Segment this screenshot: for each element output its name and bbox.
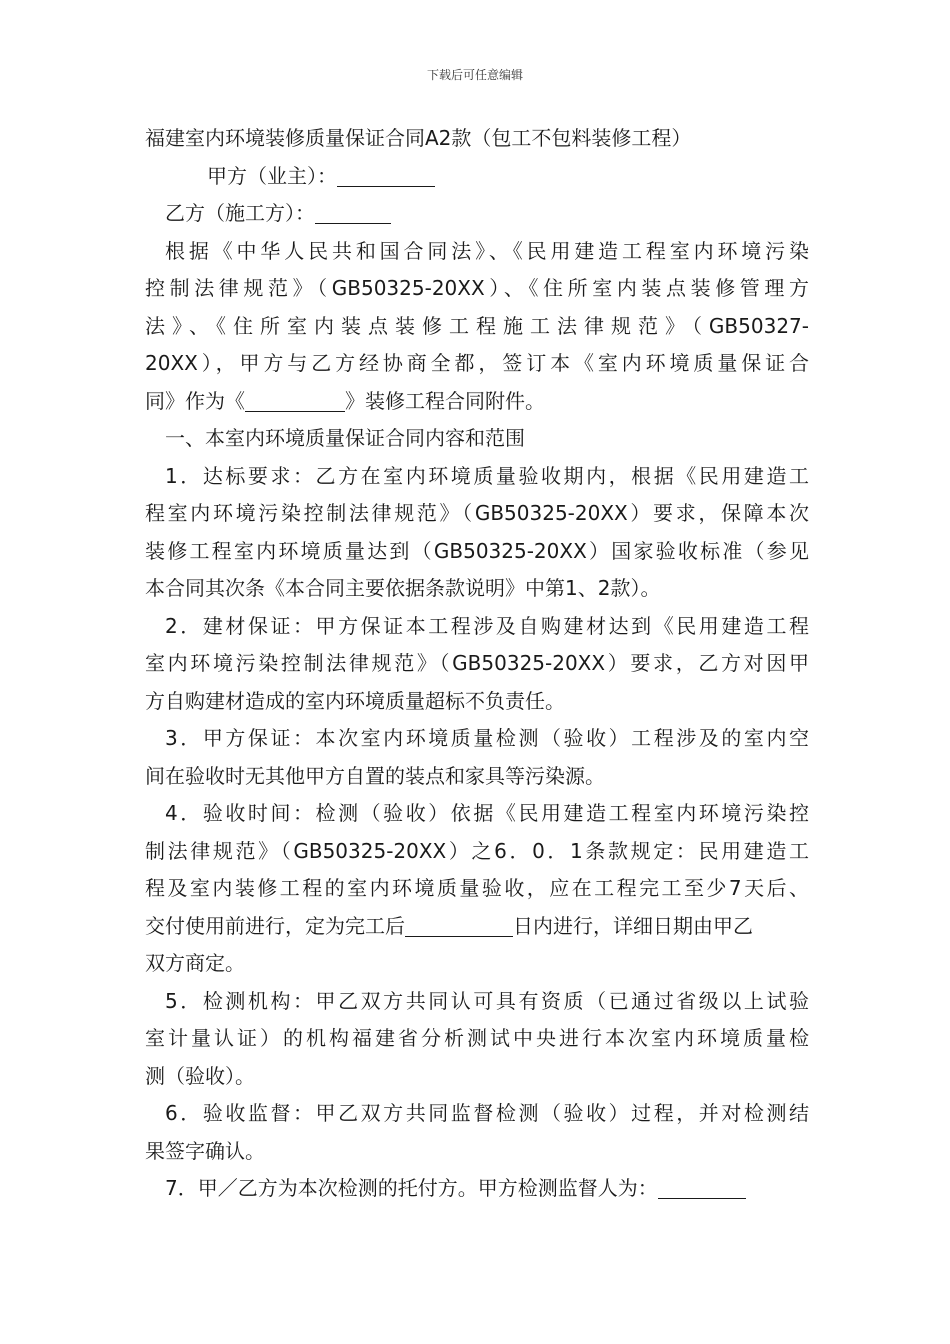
item2-line-2: 室内环境污染控制法律规范》（GB50325-20XX）要求，乙方对因甲	[145, 651, 809, 675]
party-a-label: 甲方（业主）：	[207, 163, 337, 188]
item1-line-1: 1．达标要求：乙方在室内环境质量验收期内，根据《民用建造工	[165, 463, 809, 488]
item3-line-1: 3．甲方保证：本次室内环境质量检测（验收）工程涉及的室内空	[165, 726, 809, 750]
section-1-heading: 一、本室内环境质量保证合同内容和范围	[165, 426, 525, 450]
item6-line-2: 果签字确认。	[145, 1138, 265, 1163]
intro-text-b: 》装修工程合同附件。	[345, 388, 545, 413]
completion-days-blank	[405, 912, 513, 937]
item4-line-1: 4．验收时间：检测（验收）依据《民用建造工程室内环境污染控	[165, 801, 809, 825]
item4-line-2: 制法律规范》（GB50325-20XX）之6．0．1条款规定：民用建造工	[145, 838, 809, 863]
item1-line-4: 本合同其次条《本合同主要依据条款说明》中第1、2款）。	[145, 576, 661, 600]
item7-text: 7．甲／乙方为本次检测的托付方。甲方检测监督人为：	[165, 1176, 658, 1200]
item1-line-3: 装修工程室内环境质量达到（GB50325-20XX）国家验收标准（参见	[145, 538, 809, 563]
party-b-label: 乙方（施工方）：	[165, 201, 315, 225]
item5-line-1: 5．检测机构：甲乙双方共同认可具有资质（已通过省级以上试验	[165, 988, 809, 1013]
item1-line-2: 程室内环境污染控制法律规范》（GB50325-20XX）要求，保障本次	[145, 501, 809, 525]
annex-contract-blank	[245, 387, 345, 412]
item4-text-a: 交付使用前进行，定为完工后	[145, 913, 405, 938]
party-a-blank	[337, 162, 435, 187]
item4-text-b: 日内进行，详细日期由甲乙	[513, 913, 753, 938]
supervisor-blank	[658, 1174, 746, 1199]
party-b-line	[145, 195, 809, 233]
item5-line-3: 测（验收）。	[145, 1063, 255, 1088]
intro-line-2: 控制法律规范》（GB50325-20XX）、《住所室内装点装修管理方	[145, 276, 809, 300]
page-header-note: 下载后可任意编辑	[426, 68, 523, 82]
intro-line-1: 根据《中华人民共和国合同法》、《民用建造工程室内环境污染	[165, 238, 809, 263]
document-body	[145, 120, 809, 1208]
item6-line-1: 6．验收监督：甲乙双方共同监督检测（验收）过程，并对检测结	[165, 1101, 809, 1125]
item5-line-2: 室计量认证）的机构福建省分析测试中央进行本次室内环境质量检	[145, 1026, 809, 1050]
intro-line-4: 20XX），甲方与乙方经协商全都，签订本《室内环境质量保证合	[145, 351, 809, 375]
intro-text-a: 同》作为《	[145, 388, 245, 413]
intro-line-5	[145, 383, 809, 421]
item2-line-3: 方自购建材造成的室内环境质量超标不负责任。	[145, 688, 565, 713]
item3-line-2: 间在验收时无其他甲方自置的装点和家具等污染源。	[145, 763, 605, 788]
item4-line-3: 程及室内装修工程的室内环境质量验收，应在工程完工至少7天后、	[145, 876, 809, 900]
document-title: 福建室内环境装修质量保证合同A2款（包工不包料装修工程）	[145, 126, 692, 150]
intro-line-3: 法》、《住所室内装点装修工程施工法律规范》（GB50327-	[145, 313, 809, 338]
item4-line-5: 双方商定。	[145, 951, 245, 975]
party-b-blank	[315, 199, 391, 224]
item7-line-1	[145, 1170, 809, 1208]
item2-line-1: 2．建材保证：甲方保证本工程涉及自购建材达到《民用建造工程	[165, 613, 809, 638]
item4-line-4	[145, 908, 809, 946]
party-a-line	[145, 158, 809, 196]
